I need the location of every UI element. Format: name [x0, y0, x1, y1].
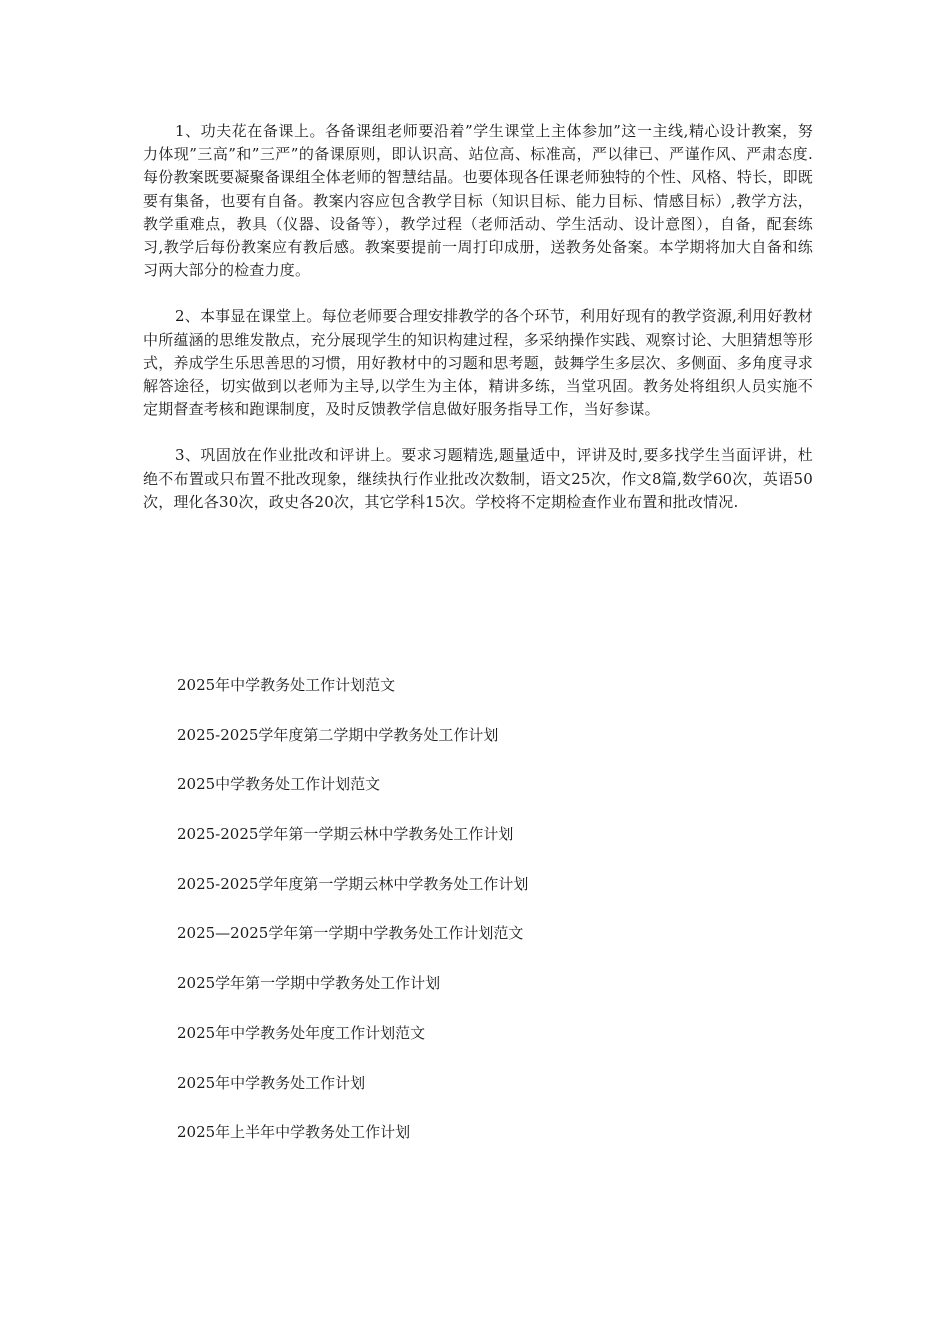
paragraph-2: 2、本事显在课堂上。每位老师要合理安排教学的各个环节，利用好现有的教学资源,利用好教材中所蕴涵的思维发散点，充分展现学生的知识构建过程，多采纳操作实践、观察讨论、大胆猜想等形式，养成学生乐思善思的习惯，用好教材中的习题和思考题，鼓舞学生多层次、多侧面、多角度寻求解答途径，切实做到以老师为主导,以学生为主体，精讲多练，当堂巩固。教务处将组织人员实施不定期督查考核和跑课制度，及时反馈教学信息做好服务指导工作，当好参谋。 — [143, 307, 813, 419]
related-link[interactable]: 2025-2025学年第一学期云林中学教务处工作计划 — [177, 825, 514, 844]
article-body — [143, 120, 813, 537]
related-link[interactable]: 2025中学教务处工作计划范文 — [177, 775, 381, 794]
related-link[interactable]: 2025年中学教务处工作计划范文 — [177, 676, 396, 694]
related-link[interactable]: 2025-2025学年度第一学期云林中学教务处工作计划 — [177, 874, 529, 893]
related-link[interactable]: 2025年中学教务处年度工作计划范文 — [177, 1023, 426, 1042]
related-link[interactable]: 2025学年第一学期中学教务处工作计划 — [177, 974, 441, 993]
paragraph-3: 3、巩固放在作业批改和评讲上。要求习题精选,题量适中，评讲及时,要多找学生当面评讲，杜绝不布置或只布置不批改现象，继续执行作业批改次数制，语文25次，作文8篇,数学60次，英语50次，理化各30次，政史各20次，其它学科15次。学校将不定期检查作业布置和批改情况. — [143, 446, 813, 511]
related-link[interactable]: 2025—2025学年第一学期中学教务处工作计划范文 — [177, 924, 524, 943]
paragraph-1: 1、功夫花在备课上。各备课组老师要沿着”学生课堂上主体参加”这一主线,精心设计教案，努力体现”三高”和”三严”的备课原则，即认识高、站位高、标准高，严以律已、严谨作风、严肃态度.每份教案既要凝聚备课组全体老师的智慧结晶。也要体现各任课老师独特的个性、风格、特长，即既要有集备，也要有自备。教案内容应包含教学目标（知识目标、能力目标、情感目标）,教学方法，教学重难点，教具（仪器、设备等），教学过程（老师活动、学生活动、设计意图），自备，配套练习,教学后每份教案应有教后感。教案要提前一周打印成册，送教务处备案。本学期将加大自备和练习两大部分的检查力度。 — [143, 122, 813, 280]
related-links-list — [177, 672, 797, 1169]
related-link[interactable]: 2025-2025学年度第二学期中学教务处工作计划 — [177, 725, 499, 744]
related-link[interactable]: 2025年中学教务处工作计划 — [177, 1073, 366, 1092]
related-link[interactable]: 2025年上半年中学教务处工作计划 — [177, 1123, 411, 1142]
